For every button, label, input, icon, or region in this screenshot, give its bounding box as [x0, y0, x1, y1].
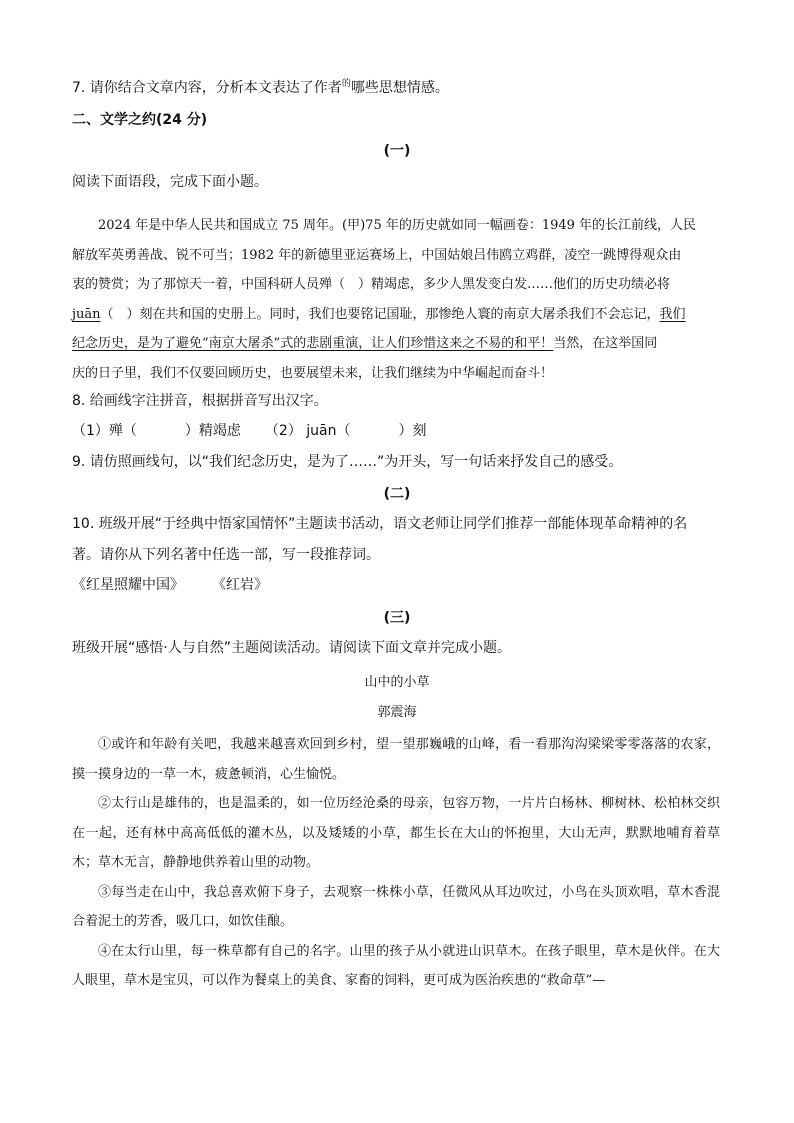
- section-2-title: 二、文学之约(24 分): [72, 112, 208, 128]
- question-10-line-1: 10. 班级开展“于经典中悟家国情怀”主题读书活动，语文老师让同学们推荐一部能体现革命精神的名: [72, 516, 688, 532]
- passage-line-2: 解放军英勇善战、锐不可当；1982 年的新德里亚运赛场上，中国姑娘吕伟鸥立鸡群，凌空一跳博得观众由: [72, 247, 682, 263]
- q8-item-1-start: （1）殚（: [72, 423, 137, 439]
- q8-item-1-end: ）精竭虑: [184, 423, 241, 439]
- part-1-heading: (一): [383, 143, 411, 159]
- q7-text-b: 哪些思想情感。: [350, 80, 449, 96]
- book-list: [72, 575, 268, 595]
- part-3-heading: (三): [383, 610, 411, 626]
- passage-line-4-text: （ ）刻在共和国的史册上。同时，我们也要铭记国耻，那惨绝人寰的南京大屠杀我们不会忘记，: [100, 306, 660, 322]
- part-1-passage: [72, 211, 720, 388]
- passage-line-5-tail: 当然，在这举国同: [553, 336, 658, 351]
- article-paragraph-2: ②太行山是雄伟的，也是温柔的，如一位历经沧桑的母亲，包容万物，一片片白杨林、柳树林、松柏林交织在一起，还有林中高高低低的灌木丛，以及矮矮的小草，都生长在大山的怀抱里，大山无声，默默地哺育着草木；草木无言，静静地供养着山里的动物。: [72, 796, 720, 870]
- article-author: 郭震海: [377, 705, 417, 720]
- pinyin-juan: juān: [72, 306, 101, 322]
- article-paragraph-1: ①或许和年龄有关吧，我越来越喜欢回到乡村，望一望那巍峨的山峰，看一看那沟沟梁梁零零落落的农家，摸一摸身边的一草一木，疲惫顿消，心生愉悦。: [72, 737, 720, 782]
- underlined-sentence: 纪念历史，是为了避免“南京大屠杀”式的悲剧重演，让人们珍惜这来之不易的和平！: [72, 336, 554, 351]
- passage-line-4: [72, 300, 720, 330]
- article-title: 山中的小草: [364, 675, 430, 690]
- passage-line-3: 衷的赞赏；为了那惊天一着，中国科研人员殚（ ）精竭虑，多少人黑发变白发……他们的历史功绩必将: [72, 277, 671, 292]
- question-7: [72, 74, 449, 98]
- passage-line-5: [72, 329, 720, 359]
- q7-text-a: 7. 请你结合文章内容，分析本文表达了作者: [72, 80, 342, 96]
- passage-line-1: [72, 211, 720, 241]
- underlined-sentence-start: 我们: [659, 306, 686, 322]
- q8-item-2-end: ）刻: [398, 423, 427, 439]
- question-10-line-2: 著。请你从下列名著中任选一部，写一段推荐词。: [72, 547, 380, 563]
- book-option-1: 《红星照耀中国》: [72, 577, 184, 593]
- q7-superscript: 的: [341, 79, 351, 89]
- question-9: 9. 请仿照画线句，以“我们纪念历史，是为了……”为开头，写一句话来抒发自己的感受。: [72, 454, 623, 470]
- part-3-instruction: 班级开展“感悟·人与自然”主题阅读活动。请阅读下面文章并完成小题。: [72, 640, 511, 656]
- passage-line-6: 庆的日子里，我们不仅要回顾历史，也要展望未来，让我们继续为中华崛起而奋斗！: [72, 365, 554, 381]
- article-paragraph-4: ④在太行山里，每一株草都有自己的名字。山里的孩子从小就进山识草木。在孩子眼里，草木是伙伴。在大人眼里，草木是宝贝，可以作为餐桌上的美食、家畜的饲料，更可成为医治疾患的“救命草”—: [72, 943, 720, 988]
- question-8-title: 8. 给画线字注拼音，根据拼音写出汉字。: [72, 393, 328, 409]
- passage-text: 2024 年是中华人民共和国成立 75 周年。(甲)75 年的历史就如同一幅画卷：1949 年的长江前线，人民: [98, 218, 697, 233]
- article-paragraph-3: ③每当走在山中，我总喜欢俯下身子，去观察一株株小草，任微风从耳边吹过，小鸟在头顶欢唱，草木香混合着泥土的芳香，吸几口，如饮佳酿。: [72, 884, 720, 929]
- q8-item-2-start: （2） juān（: [264, 423, 351, 439]
- part-2-heading: (二): [383, 486, 411, 502]
- article-body: [72, 730, 720, 996]
- question-8-items: [72, 421, 427, 441]
- part-1-instruction: 阅读下面语段，完成下面小题。: [72, 174, 268, 190]
- book-option-2: 《红岩》: [212, 577, 268, 593]
